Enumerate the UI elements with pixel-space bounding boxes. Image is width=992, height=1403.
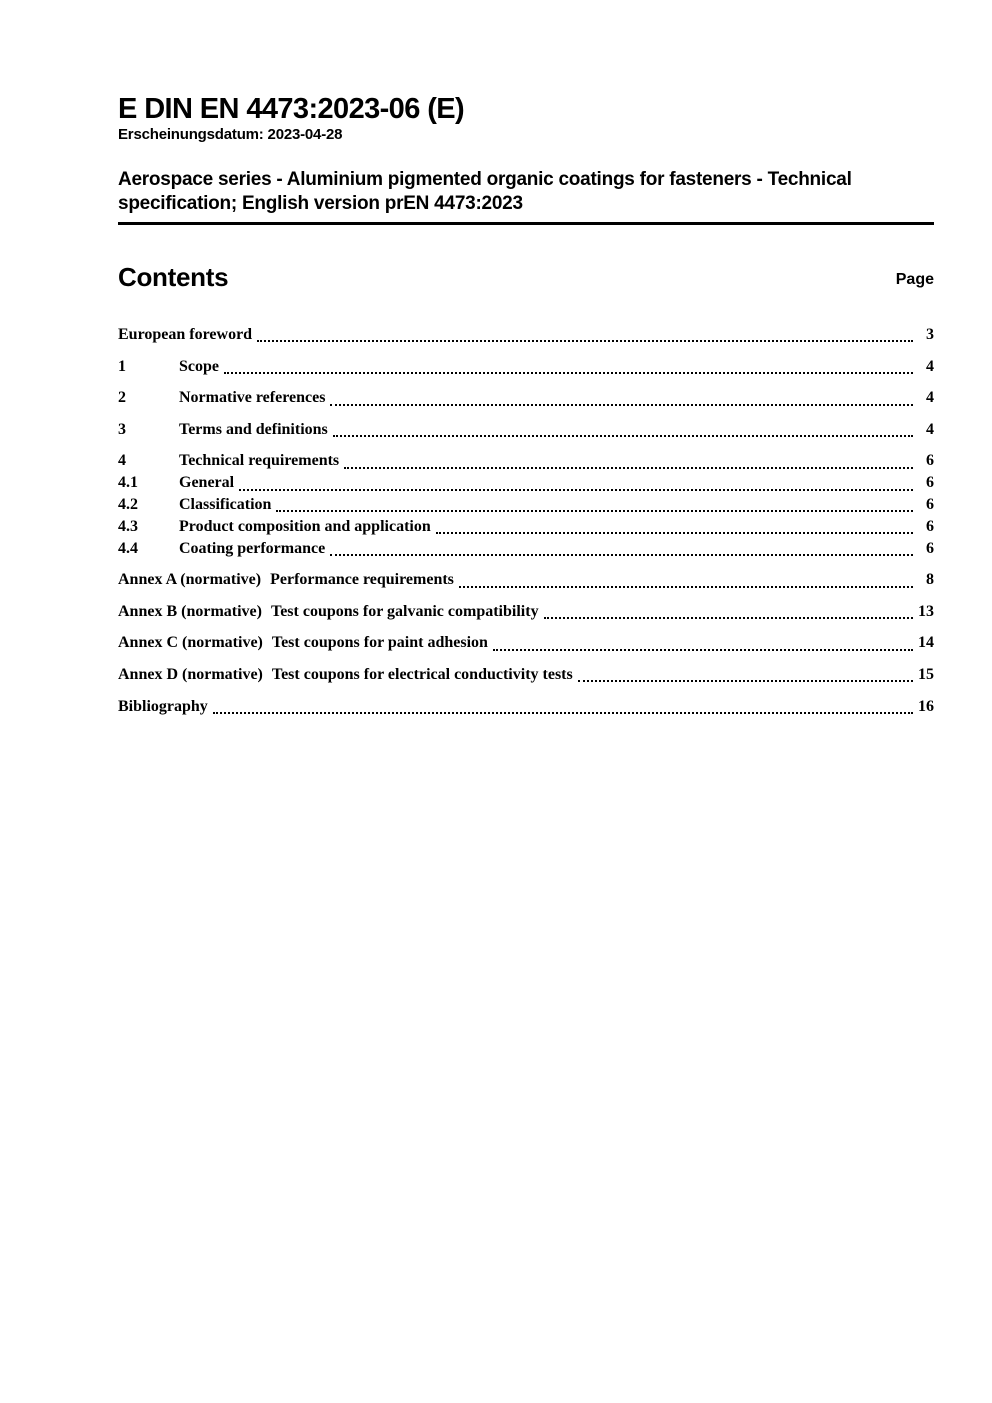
toc-entry-page: 6 [926, 539, 934, 557]
toc-entry-title: Coating performance [179, 539, 326, 557]
toc-entry [118, 538, 934, 559]
toc-entry-title: Test coupons for galvanic compatibility [270, 602, 539, 620]
toc-entry-title: Performance requirements [270, 571, 454, 589]
contents-header-row [118, 264, 934, 291]
toc-entry-title: Terms and definitions [179, 420, 328, 438]
toc-entry-number: 4.4 [118, 539, 138, 557]
toc-entry-title: General [179, 474, 235, 492]
toc-entry [118, 387, 934, 408]
toc-entry [118, 569, 934, 590]
toc-dotted-leader [333, 435, 913, 437]
contents-heading: Contents [118, 262, 229, 292]
publication-date: Erscheinungsdatum: 2023-04-28 [118, 126, 343, 143]
toc-entry [118, 601, 934, 622]
toc-entry-number: Annex A (normative) [118, 571, 262, 589]
toc-entry-number: 4 [118, 452, 126, 470]
toc-dotted-leader [544, 617, 913, 619]
toc-entry-title: European foreword [118, 326, 253, 343]
toc-entry-page: 4 [926, 389, 934, 407]
document-title: Aerospace series - Aluminium pigmented organic coatings for fasteners - Technical specification; English version prEN 4473:2023 [118, 168, 934, 225]
toc-entry [118, 664, 934, 685]
toc-entry-number: 4.2 [118, 495, 138, 513]
toc-entry-page: 16 [918, 697, 934, 715]
toc-dotted-leader [239, 489, 913, 491]
toc-entry-number: 3 [118, 420, 126, 438]
toc-entry [118, 472, 934, 493]
toc-entry-title: Classification [179, 495, 272, 513]
toc-entry-page: 6 [926, 452, 934, 470]
toc-entry [118, 450, 934, 471]
toc-entry-title: Bibliography [118, 697, 208, 715]
toc-entry [118, 419, 934, 440]
toc-dotted-leader [344, 467, 913, 469]
toc-entry-title: Test coupons for paint adhesion [271, 634, 488, 652]
toc-entry-number: 4.1 [118, 474, 138, 492]
toc-entry-title: Product composition and application [179, 517, 431, 535]
toc-entry [118, 516, 934, 537]
toc-entry-title: Test coupons for electrical conductivity tests [271, 665, 573, 683]
toc-dotted-leader [436, 532, 913, 534]
toc-entry-page: 8 [926, 571, 934, 589]
toc-entry-page: 14 [918, 634, 934, 652]
table-of-contents [118, 324, 934, 717]
toc-entry-page: 6 [926, 495, 934, 513]
page-column-label: Page [895, 271, 934, 288]
toc-entry-title: Normative references [179, 389, 326, 407]
toc-dotted-leader [213, 712, 913, 714]
toc-entry-page: 15 [918, 665, 934, 683]
toc-dotted-leader [493, 649, 913, 651]
toc-entry-number: Annex B (normative) [118, 602, 262, 620]
toc-entry-number: 1 [118, 357, 126, 375]
toc-entry-page: 4 [926, 420, 934, 438]
toc-entry-page: 6 [926, 474, 934, 492]
toc-dotted-leader [578, 680, 913, 682]
toc-dotted-leader [459, 586, 913, 588]
toc-entry-page: 13 [918, 602, 934, 620]
toc-entry-page: 3 [926, 326, 934, 343]
toc-entry [118, 696, 934, 717]
toc-dotted-leader [257, 340, 913, 342]
toc-dotted-leader [224, 372, 913, 374]
toc-entry-page: 4 [926, 357, 934, 375]
toc-entry-number: 4.3 [118, 517, 138, 535]
page-content [118, 0, 934, 717]
toc-entry [118, 356, 934, 377]
toc-entry-number: 2 [118, 389, 126, 407]
toc-entry [118, 632, 934, 653]
toc-entry-number: Annex C (normative) [118, 634, 263, 652]
toc-entry-title: Scope [179, 357, 219, 375]
toc-dotted-leader [330, 404, 913, 406]
toc-dotted-leader [276, 510, 913, 512]
toc-entry-title: Technical requirements [179, 452, 340, 470]
toc-entry [118, 494, 934, 515]
doc-number-heading: E DIN EN 4473:2023-06 (E) [118, 93, 465, 125]
toc-entry [118, 324, 934, 345]
toc-dotted-leader [330, 554, 913, 556]
toc-entry-page: 6 [926, 517, 934, 535]
toc-entry-number: Annex D (normative) [118, 665, 263, 683]
